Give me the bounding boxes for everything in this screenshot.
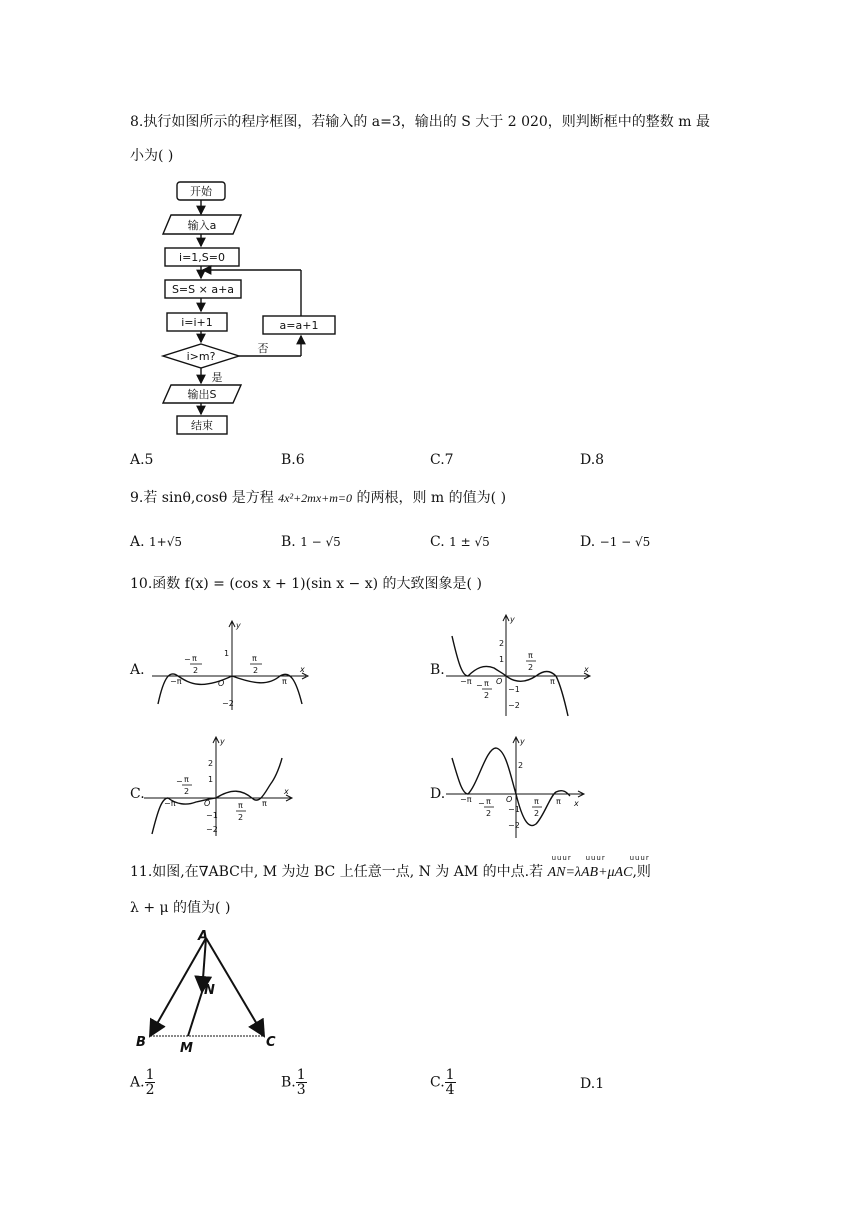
- q9-option-c[interactable]: [430, 534, 490, 550]
- q11-option-b[interactable]: B. $\frac{1}{3}$: [281, 1067, 306, 1098]
- tri-label-n: N: [204, 983, 215, 998]
- svg-text:−: −: [184, 655, 191, 664]
- q11-vector-eq: uuur uuur uuur AN=λAB+μAC: [547, 854, 650, 880]
- q8-option-c[interactable]: C.7: [430, 452, 454, 468]
- q9-text-pre: 9.若 sinθ,cosθ 是方程: [130, 490, 274, 506]
- svg-text:−2: −2: [508, 701, 520, 710]
- q10-graph-c: [142, 734, 298, 838]
- svg-text:π: π: [192, 654, 197, 663]
- svg-text:1: 1: [208, 775, 214, 784]
- svg-text:O: O: [506, 795, 513, 804]
- q11-text: 11.如图,在∇ABC中, M 为边 BC 上任意一点, N 为 AM 的中点.若: [130, 864, 544, 880]
- svg-text:π: π: [550, 677, 555, 686]
- q8-stem-line1: 8.执行如图所示的程序框图，若输入的 a=3，输出的 S 大于 2 020，则判断框中的整数 m 最: [130, 114, 710, 130]
- svg-text:−: −: [478, 799, 485, 808]
- flow-no: 否: [257, 342, 269, 355]
- svg-text:2: 2: [208, 759, 214, 768]
- svg-text:π: π: [282, 677, 287, 686]
- svg-text:1: 1: [499, 655, 505, 664]
- tri-label-b: B: [136, 1035, 146, 1050]
- svg-text:2: 2: [184, 787, 190, 796]
- svg-text:−1: −1: [508, 685, 520, 694]
- svg-text:x: x: [284, 787, 289, 796]
- q8-option-d[interactable]: D.8: [580, 452, 605, 468]
- q9-option-c-label: C.: [430, 534, 445, 550]
- flow-step1: S=S × a+a: [171, 283, 235, 296]
- svg-text:π: π: [484, 679, 489, 688]
- svg-text:−1: −1: [206, 811, 218, 820]
- q11-option-c[interactable]: C. $\frac{1}{4}$: [430, 1067, 455, 1098]
- svg-text:−2: −2: [508, 821, 520, 830]
- svg-text:−π: −π: [460, 677, 472, 686]
- svg-text:π: π: [528, 651, 533, 660]
- svg-text:x: x: [300, 665, 305, 674]
- q9-text-post: 的两根，则 m 的值为( ): [356, 490, 507, 506]
- q11-option-d-label: D.: [580, 1076, 596, 1092]
- q11-stem-line1: [130, 854, 651, 883]
- q9-option-d-label: D.: [580, 534, 596, 550]
- flow-cond: i>m?: [186, 350, 216, 363]
- svg-text:−π: −π: [164, 799, 176, 808]
- svg-text:2: 2: [534, 809, 540, 818]
- svg-text:O: O: [204, 799, 211, 808]
- q9-option-b-value: 1 − √5: [300, 535, 341, 549]
- q9-option-b[interactable]: [281, 534, 341, 550]
- q9-option-a-value: 1+√5: [149, 535, 182, 549]
- tri-label-c: C: [266, 1035, 276, 1050]
- q8-option-a[interactable]: A.5: [130, 452, 154, 468]
- q9-option-a-label: A.: [130, 534, 145, 550]
- svg-text:y: y: [236, 621, 241, 630]
- flow-output: 输出S: [187, 388, 217, 401]
- q9-equation: 4x²+2mx+m=0: [278, 491, 353, 505]
- svg-text:1: 1: [224, 649, 230, 658]
- q9-stem: [130, 488, 506, 508]
- svg-text:π: π: [486, 797, 491, 806]
- q8-flowchart: [155, 178, 345, 440]
- q9-option-a[interactable]: [130, 534, 182, 550]
- svg-text:y: y: [510, 615, 515, 624]
- q11-option-d[interactable]: [580, 1076, 604, 1092]
- q10-option-d[interactable]: D.: [430, 786, 446, 802]
- svg-text:π: π: [252, 654, 257, 663]
- q10-graph-d: [444, 734, 590, 840]
- q10-stem: 10.函数 f(x) = (cos x + 1)(sin x − x) 的大致图象是( ): [130, 576, 482, 592]
- q11-text-tail: ,则: [632, 864, 651, 880]
- svg-text:−2: −2: [222, 699, 234, 708]
- q11-stem-line2: λ + μ 的值为( ): [130, 900, 231, 916]
- flow-update: a=a+1: [279, 319, 319, 332]
- svg-text:−: −: [476, 681, 483, 690]
- svg-text:−π: −π: [170, 677, 182, 686]
- flow-init: i=1,S=0: [179, 251, 225, 264]
- svg-text:y: y: [220, 737, 225, 746]
- q9-option-b-label: B.: [281, 534, 296, 550]
- flow-step2: i=i+1: [181, 316, 213, 329]
- svg-text:y: y: [520, 737, 525, 746]
- svg-text:−2: −2: [206, 825, 218, 834]
- q10-graph-b: [444, 612, 594, 718]
- flow-end: 结束: [191, 419, 213, 432]
- q10-graph-a: [150, 618, 312, 714]
- q10-option-c[interactable]: C.: [130, 786, 145, 802]
- svg-text:2: 2: [193, 666, 199, 675]
- svg-text:x: x: [574, 799, 579, 808]
- svg-text:x: x: [584, 665, 589, 674]
- q10-option-b[interactable]: B.: [430, 662, 445, 678]
- flow-yes: 是: [211, 371, 223, 384]
- svg-text:−π: −π: [460, 795, 472, 804]
- q10-option-a[interactable]: A.: [130, 662, 145, 678]
- q9-option-d[interactable]: [580, 534, 650, 550]
- tri-label-m: M: [180, 1041, 193, 1056]
- svg-text:2: 2: [238, 813, 244, 822]
- q11-triangle-figure: [130, 928, 290, 1058]
- q8-option-b[interactable]: B.6: [281, 452, 305, 468]
- svg-text:π: π: [262, 799, 267, 808]
- svg-text:π: π: [238, 801, 243, 810]
- svg-text:2: 2: [499, 639, 505, 648]
- q9-option-d-value: −1 − √5: [599, 535, 651, 549]
- svg-text:2: 2: [486, 809, 492, 818]
- flow-start: 开始: [190, 185, 212, 198]
- q8-stem-line2: 小为( ): [130, 148, 174, 164]
- svg-text:2: 2: [518, 761, 524, 770]
- svg-text:2: 2: [253, 666, 259, 675]
- q11-option-a[interactable]: A. $\frac{1}{2}$: [130, 1067, 155, 1098]
- svg-text:−: −: [176, 777, 183, 786]
- svg-text:π: π: [184, 775, 189, 784]
- q11-option-d-value: 1: [595, 1076, 605, 1092]
- tri-label-a: A: [198, 929, 209, 944]
- q11-option-c-label: C.: [430, 1074, 445, 1091]
- svg-text:−1: −1: [508, 805, 520, 814]
- svg-text:π: π: [534, 797, 539, 806]
- svg-text:π: π: [556, 797, 561, 806]
- svg-text:O: O: [218, 679, 225, 688]
- q11-option-a-label: A.: [130, 1074, 145, 1091]
- q9-option-c-value: 1 ± √5: [449, 535, 490, 549]
- svg-text:2: 2: [528, 663, 534, 672]
- svg-text:O: O: [496, 677, 503, 686]
- svg-text:2: 2: [484, 691, 490, 700]
- q11-option-b-label: B.: [281, 1074, 296, 1091]
- flow-input: 输入a: [187, 219, 217, 232]
